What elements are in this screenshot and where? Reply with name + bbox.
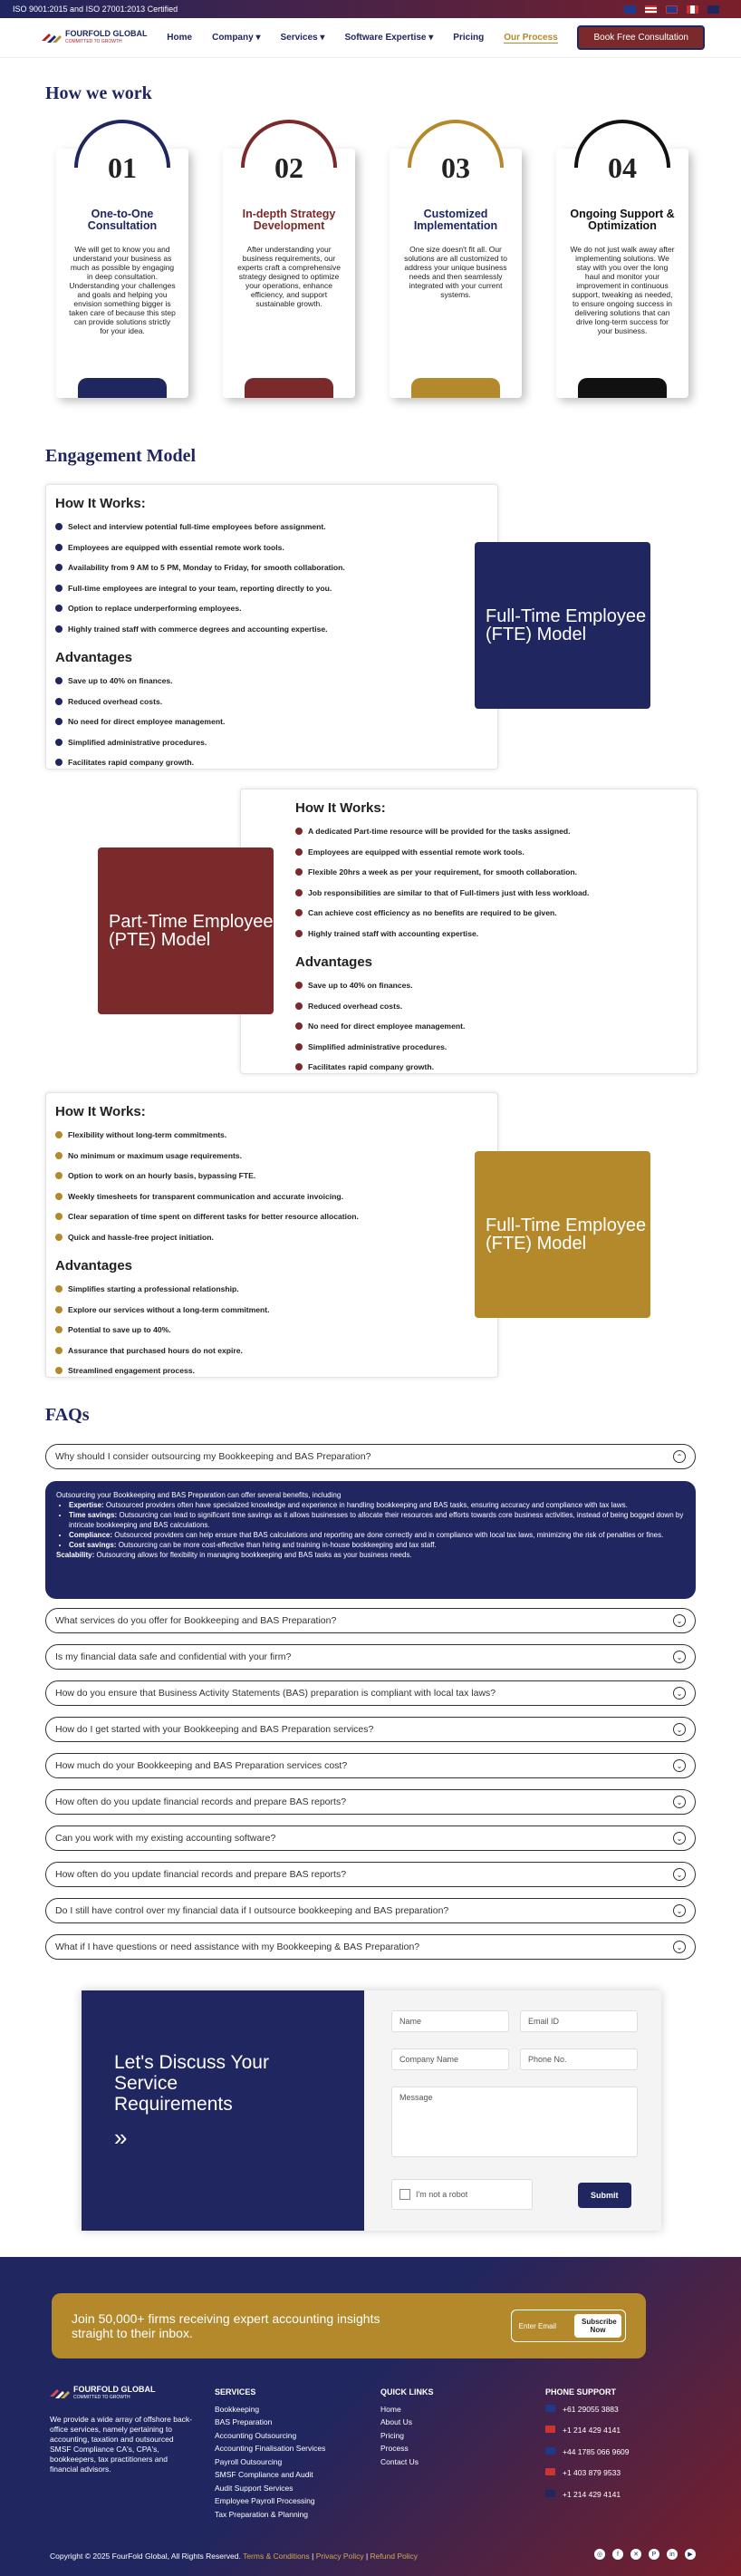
chevron-down-icon: ⌄ (673, 1759, 686, 1772)
list-item: Highly trained staff with accounting expertise. (295, 924, 697, 944)
chevron-down-icon: ⌄ (673, 1687, 686, 1700)
bullet-icon (55, 625, 63, 633)
model-details (45, 484, 498, 770)
subscribe-button[interactable]: Subscribe Now (574, 2314, 621, 2338)
bullet-icon (55, 1131, 63, 1138)
chevron-down-icon: ⌄ (673, 1614, 686, 1627)
list-item: Employees are equipped with essential remote work tools. (55, 537, 497, 558)
footer-link[interactable]: Home (380, 2404, 401, 2414)
copyright: Copyright © 2025 FourFold Global, All Rights Reserved. Terms & Conditions | Privacy Policy | Refund Policy (50, 2552, 418, 2561)
list-item: Highly trained staff with commerce degrees and accounting expertise. (55, 619, 497, 640)
uk-flag-icon[interactable] (666, 5, 678, 14)
logo[interactable] (42, 30, 148, 46)
message-field[interactable]: Message (391, 2087, 638, 2157)
list-item: No minimum or maximum usage requirements. (55, 1146, 497, 1167)
bullet-icon (295, 889, 303, 896)
phone-item[interactable]: +1 403 879 9533 (545, 2466, 630, 2480)
privacy-link[interactable]: Privacy Policy (315, 2552, 364, 2561)
card-tab (78, 378, 167, 398)
chevron-down-icon: ▾ (428, 33, 434, 43)
nav-home[interactable]: Home (167, 33, 193, 43)
footer-link[interactable]: Employee Payroll Processing (215, 2496, 315, 2505)
faq-item[interactable]: How do I get started with your Bookkeeping and BAS Preparation services? ⌄ (45, 1717, 696, 1742)
linkedin-icon[interactable]: in (667, 2549, 678, 2560)
bullet-icon (55, 564, 63, 571)
list-item: Clear separation of time spent on different tasks for better resource allocation. (55, 1206, 497, 1227)
bullet-icon (55, 677, 63, 684)
how-we-work-title: How we work (45, 83, 152, 103)
youtube-icon[interactable]: ▶ (685, 2549, 696, 2560)
list-item: Facilitates rapid company growth. (55, 752, 497, 773)
list-item: Full-time employees are integral to your team, reporting directly to you. (55, 578, 497, 599)
bullet-icon (55, 759, 63, 766)
logo-tagline: COMMITTED TO GROWTH (65, 38, 122, 44)
model-details (240, 789, 698, 1074)
chevron-down-icon: ▾ (255, 33, 261, 43)
list-item: Flexibility without long-term commitments. (55, 1125, 497, 1146)
footer-link[interactable]: About Us (380, 2417, 412, 2426)
facebook-icon[interactable]: f (612, 2549, 623, 2560)
card-text: We will get to know you and understand your business as much as possible by engaging in deep consultation. Understanding your challenges and goals and helping you envision something bigger is taken care of because this step can provide solutions strictly for your idea. (69, 245, 176, 335)
list-item: No need for direct employee management. (55, 712, 497, 732)
footer-link[interactable]: Contact Us (380, 2456, 419, 2466)
country-flag-icon (545, 2447, 555, 2455)
process-card (223, 149, 355, 398)
list-item: Simplified administrative procedures. (55, 732, 497, 753)
list-item: Reduced overhead costs. (295, 996, 697, 1017)
footer-about: We provide a wide array of offshore back-office services, namely pertaining to accounting, taxation and outsourced SMSF Compliance CA's, CPA's, bookkeepers, tax practitioners and financial advisors. (50, 2415, 193, 2474)
how-it-works-heading: How It Works: (55, 1104, 146, 1119)
nav-menu (167, 33, 557, 44)
engagement-title: Engagement Model (45, 446, 197, 466)
list-item: Save up to 40% on finances. (55, 671, 497, 692)
footer-link[interactable]: Tax Preparation & Planning (215, 2509, 309, 2519)
list-item: Option to replace underperforming employees. (55, 598, 497, 619)
refund-link[interactable]: Refund Policy (370, 2552, 418, 2561)
faq-item[interactable]: Can you work with my existing accounting software? ⌄ (45, 1825, 696, 1851)
list-item: Quick and hassle-free project initiation. (55, 1227, 497, 1248)
faq-item[interactable]: Is my financial data safe and confidential with your firm? ⌄ (45, 1644, 696, 1670)
list-item: Option to work on an hourly basis, bypassing FTE. (55, 1166, 497, 1186)
faq-item[interactable]: What if I have questions or need assistance with my Bookkeeping & BAS Preparation? ⌄ (45, 1934, 696, 1960)
newsletter-email-input[interactable]: Enter Email (518, 2321, 556, 2330)
bullet-icon (295, 868, 303, 876)
country-flags (624, 5, 719, 14)
step-number: 02 (245, 123, 333, 212)
contact-title: Let's Discuss Your Service Requirements (114, 2052, 269, 2115)
advantages-heading: Advantages (55, 1258, 133, 1273)
bullet-icon (55, 585, 63, 592)
list-item: A dedicated Part-time resource will be provided for the tasks assigned. (295, 821, 697, 842)
logo-mark-icon (50, 2387, 70, 2400)
pinterest-icon[interactable]: P (649, 2549, 659, 2560)
advantages-heading: Advantages (55, 650, 133, 665)
step-number: 03 (411, 123, 500, 212)
faq-item[interactable]: Do I still have control over my financial data if I outsource bookkeeping and BAS preparation? ⌄ (45, 1898, 696, 1923)
bullet-icon (55, 1306, 63, 1313)
model-label: Part-Time Employee (PTE) Model (98, 847, 274, 1014)
instagram-icon[interactable]: ◎ (594, 2549, 605, 2560)
bullet-icon (295, 1002, 303, 1010)
faq-item[interactable]: How much do your Bookkeeping and BAS Preparation services cost? ⌄ (45, 1753, 696, 1778)
card-title: One-to-One Consultation (87, 208, 158, 232)
phone-field[interactable]: Phone No. (520, 2048, 638, 2070)
bullet-icon (295, 1022, 303, 1030)
country-flag-icon (545, 2490, 555, 2497)
card-tab (411, 378, 500, 398)
bullet-icon (295, 930, 303, 937)
model-details (45, 1092, 498, 1378)
footer (0, 2257, 741, 2576)
chevron-down-icon: ⌄ (673, 1941, 686, 1953)
chevron-down-icon: ⌄ (673, 1723, 686, 1736)
certification-text: ISO 9001:2015 and ISO 27001:2013 Certified (13, 5, 178, 14)
list-item: Can achieve cost efficiency as no benefits are required to be given. (295, 903, 697, 924)
chevron-down-icon: ⌄ (673, 1651, 686, 1663)
list-item: Simplified administrative procedures. (295, 1037, 697, 1058)
chevron-down-icon: ⌄ (673, 1904, 686, 1917)
bullet-icon (55, 1152, 63, 1159)
bullet-icon (295, 1043, 303, 1051)
list-item: Assurance that purchased hours do not expire. (55, 1341, 497, 1361)
phone-item[interactable]: +1 214 429 4141 (545, 2488, 630, 2502)
bullet-icon (55, 698, 63, 705)
email-field[interactable]: Email ID (520, 2010, 638, 2032)
faq-answer: Outsourcing your Bookkeeping and BAS Preparation can offer several benefits, including • Expertise: Outsourced providers often have specialized knowledge and experience in handling bookkeeping and BAS tasks, ensuring accuracy and compliance with tax laws. • Time savings: Outsourcing can lead to significant time savings as it allows businesses to allocate their resources and efforts towards core business activities, instead of being bogged down by intricate bookkeeping and BAS calculations. • Compliance: Outsourced providers can help ensure that BAS calculations and reporting are done correctly and in compliance with local tax laws, minimizing the risk of penalties or fines. • Cost savings: Outsourcing can be more cost-effective than hiring and training in-house bookkeeping and tax staff. Scalability: Outsourcing allows for flexibility in managing bookkeeping and BAS tasks as your business needs. (45, 1481, 696, 1599)
footer-link[interactable]: Accounting Finalisation Services (215, 2444, 326, 2453)
newsletter-title: Join 50,000+ firms receiving expert accounting insights straight to their inbox. (72, 2311, 380, 2340)
nav-company[interactable]: Company ▾ (212, 33, 261, 43)
list-item: Explore our services without a long-term commitment. (55, 1300, 497, 1321)
bullet-icon (55, 544, 63, 551)
faqs-title: FAQs (45, 1405, 90, 1425)
card-title: Ongoing Support & Optimization (570, 208, 675, 232)
usa-flag-icon[interactable] (645, 5, 657, 14)
bullet-icon (55, 523, 63, 530)
faq-item[interactable]: How often do you update financial records and prepare BAS reports? ⌄ (45, 1789, 696, 1815)
australia-flag-icon[interactable] (624, 5, 636, 14)
bullet-icon (55, 739, 63, 746)
list-item: • Compliance: Outsourced providers can help ensure that BAS calculations and reporting are done correctly and in compliance with local tax laws, minimizing the risk of penalties or fines. (69, 1530, 685, 1540)
bullet-icon (295, 848, 303, 856)
list-item: Weekly timesheets for transparent communication and accurate invoicing. (55, 1186, 497, 1207)
faq-item[interactable]: What services do you offer for Bookkeeping and BAS Preparation? ⌄ (45, 1608, 696, 1633)
list-item: Availability from 9 AM to 5 PM, Monday to Friday, for smooth collaboration. (55, 557, 497, 578)
phone-item[interactable]: +61 29055 3883 (545, 2403, 630, 2416)
terms-link[interactable]: Terms & Conditions (243, 2552, 310, 2561)
country-flag-icon (545, 2468, 555, 2475)
footer-link[interactable]: Process (380, 2444, 409, 2453)
chevron-down-icon: ⌄ (673, 1796, 686, 1808)
faq-item-open[interactable]: Why should I consider outsourcing my Bookkeeping and BAS Preparation? ⌃ (45, 1444, 696, 1469)
model-label: Full-Time Employee (FTE) Model (475, 1151, 650, 1318)
canada-flag-icon[interactable] (687, 5, 698, 14)
faq-item[interactable]: How do you ensure that Business Activity Statements (BAS) preparation is compliant with local tax laws? ⌄ (45, 1680, 696, 1706)
nav-software[interactable]: Software Expertise ▾ (344, 33, 434, 43)
nav-pricing[interactable]: Pricing (453, 33, 485, 43)
footer-link[interactable]: Bookkeeping (215, 2404, 260, 2414)
chevron-down-icon: ⌄ (673, 1832, 686, 1845)
checkbox[interactable] (399, 2189, 410, 2200)
bullet-icon (55, 1367, 63, 1374)
list-item: Reduced overhead costs. (55, 692, 497, 712)
phone-item[interactable]: +1 214 429 4141 (545, 2424, 630, 2437)
main-nav (0, 18, 741, 58)
how-it-works-heading: How It Works: (295, 800, 386, 816)
step-number: 01 (78, 123, 167, 212)
nav-our-process[interactable]: Our Process (504, 32, 558, 43)
phone-heading: PHONE SUPPORT (545, 2387, 617, 2397)
step-number: 04 (578, 123, 667, 212)
list-item: • Cost savings: Outsourcing can be more cost-effective than hiring and training in-house bookkeeping and tax staff. (69, 1540, 685, 1550)
services-heading: SERVICES (215, 2387, 256, 2397)
footer-link[interactable]: Audit Support Services (215, 2483, 294, 2493)
process-card (56, 149, 188, 398)
list-item: Save up to 40% on finances. (295, 975, 697, 996)
list-item: Streamlined engagement process. (55, 1361, 497, 1381)
bullet-icon (295, 909, 303, 916)
footer-link[interactable]: BAS Preparation (215, 2417, 273, 2426)
list-item: Potential to save up to 40%. (55, 1320, 497, 1341)
bullet-icon (55, 1213, 63, 1220)
bullet-icon (295, 828, 303, 835)
process-card (390, 149, 522, 398)
country-flag-icon (545, 2426, 555, 2433)
footer-link[interactable]: Accounting Outsourcing (215, 2430, 297, 2440)
bullet-icon (55, 718, 63, 725)
footer-link[interactable]: SMSF Compliance and Audit (215, 2470, 313, 2479)
bullet-icon (55, 605, 63, 612)
process-card (556, 149, 688, 398)
list-item: Job responsibilities are similar to that of Full-timers just with less workload. (295, 883, 697, 904)
footer-logo[interactable]: FOURFOLD GLOBAL COMMITTED TO GROWTH (50, 2386, 195, 2402)
list-item: • Expertise: Outsourced providers often have specialized knowledge and experience in handling bookkeeping and BAS tasks, ensuring accuracy and compliance with tax laws. (69, 1500, 685, 1510)
list-item: • Time savings: Outsourcing can lead to significant time savings as it allows businesses to allocate their resources and efforts towards core business activities, instead of being bogged down by intricate bookkeeping and BAS calculations. (69, 1510, 685, 1530)
faq-item[interactable]: How often do you update financial records and prepare BAS reports? ⌄ (45, 1862, 696, 1887)
bullet-icon (55, 1285, 63, 1293)
list-item: No need for direct employee management. (295, 1016, 697, 1037)
card-tab (578, 378, 667, 398)
how-it-works-heading: How It Works: (55, 496, 146, 511)
bullet-icon (295, 1063, 303, 1070)
model-label: Full-Time Employee (FTE) Model (475, 542, 650, 709)
card-title: In-depth Strategy Development (242, 208, 336, 232)
bullet-icon (55, 1347, 63, 1354)
nav-services[interactable]: Services ▾ (280, 33, 325, 43)
name-field[interactable]: Name (391, 2010, 509, 2032)
contact-form-section (82, 1990, 661, 2231)
country-flag-icon (545, 2405, 555, 2412)
logo-name: FOURFOLD GLOBAL (65, 28, 148, 38)
bullet-icon (295, 982, 303, 989)
nz-flag-icon[interactable] (707, 5, 719, 14)
list-item: Select and interview potential full-time employees before assignment. (55, 517, 497, 537)
top-bar (0, 0, 741, 18)
list-item: Facilitates rapid company growth. (295, 1057, 697, 1078)
recaptcha[interactable]: I'm not a robot (391, 2179, 533, 2210)
chevron-down-icon: ▾ (320, 33, 325, 43)
logo-mark-icon (42, 32, 62, 44)
card-text: One size doesn't fit all. Our solutions are all customized to address your unique business needs and then seamlessly integrated with your current systems. (404, 245, 507, 299)
bullet-icon (55, 1193, 63, 1200)
social-links (594, 2549, 696, 2560)
advantages-heading: Advantages (295, 954, 373, 970)
footer-link[interactable]: Payroll Outsourcing (215, 2456, 283, 2466)
list-item: Flexible 20hrs a week as per your requirement, for smooth collaboration. (295, 862, 697, 883)
chevron-down-icon: ⌄ (673, 1868, 686, 1881)
list-item: Simplifies starting a professional relationship. (55, 1279, 497, 1300)
card-tab (245, 378, 333, 398)
x-icon[interactable]: ✕ (630, 2549, 641, 2560)
card-text: We do not just walk away after implementing solutions. We stay with you over the long haul and monitor your improvement in continuous support, tweaking as needed, to ensure ongoing success in delivering solutions that can drive long-term success for your business. (570, 245, 675, 335)
book-consultation-button[interactable]: Book Free Consultation (577, 25, 705, 50)
submit-button[interactable]: Submit (578, 2183, 631, 2208)
card-text: After understanding your business requirements, our experts craft a comprehensive strategy designed to optimize your operations, enhance efficiency, and support sustainable growth. (237, 245, 341, 308)
bullet-icon (55, 1234, 63, 1241)
list-item: Employees are equipped with essential remote work tools. (295, 842, 697, 863)
newsletter (52, 2293, 646, 2358)
quick-links-heading: QUICK LINKS (380, 2387, 434, 2397)
footer-link[interactable]: Pricing (380, 2430, 404, 2440)
phone-item[interactable]: +44 1785 066 9609 (545, 2445, 630, 2459)
chevron-up-icon: ⌃ (673, 1450, 686, 1463)
card-title: Customized Implementation (413, 208, 498, 232)
double-arrow-icon: » (114, 2124, 128, 2151)
company-field[interactable]: Company Name (391, 2048, 509, 2070)
bullet-icon (55, 1172, 63, 1179)
bullet-icon (55, 1326, 63, 1333)
